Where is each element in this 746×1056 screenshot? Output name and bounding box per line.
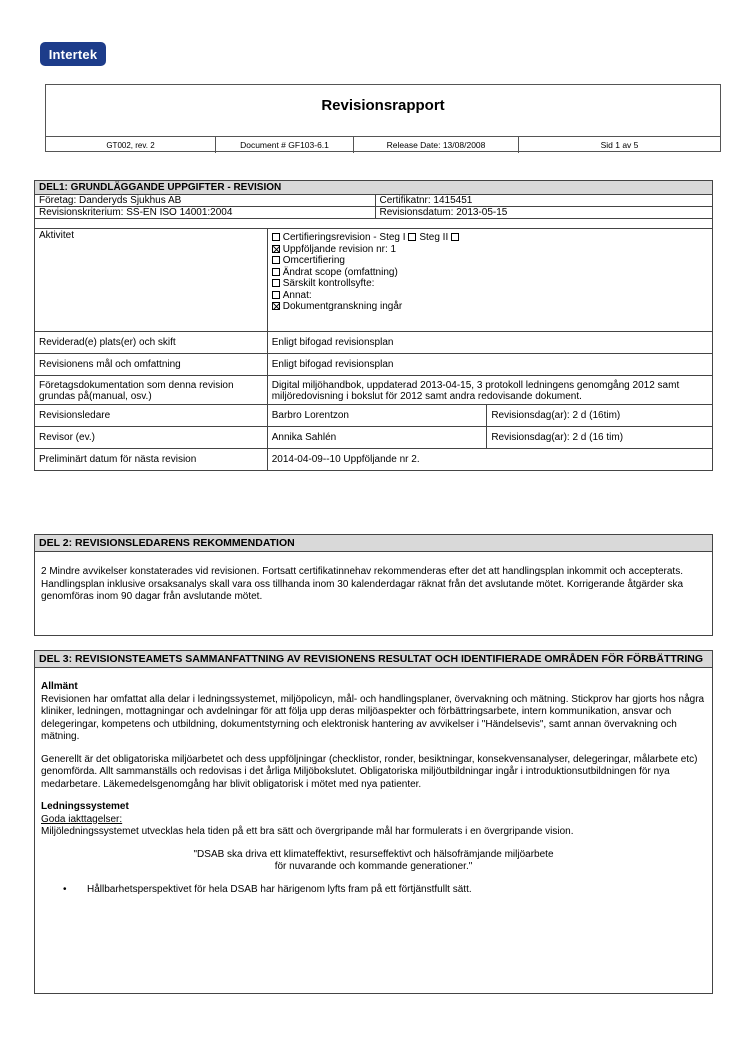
- good-observations-title: Goda iakttagelser:: [41, 813, 123, 825]
- activity-item[interactable]: Ändrat scope (omfattning): [272, 267, 708, 279]
- checkbox-checked[interactable]: [272, 245, 280, 253]
- page-title: Revisionsrapport: [321, 97, 445, 114]
- checkbox[interactable]: [272, 233, 280, 241]
- criteria-field: Revisionskriterium: SS-EN ISO 14001:2004: [35, 207, 376, 219]
- del2-heading: DEL 2: REVISIONSLEDARENS REKOMMENDATION: [35, 535, 712, 552]
- checkbox[interactable]: [272, 268, 280, 276]
- header-meta-row: [46, 136, 720, 153]
- report-header: [45, 84, 721, 152]
- row-label: Företagsdokumentation som denna revision grundas på(manual, osv.): [35, 376, 268, 405]
- leader-name: Barbro Lorentzon: [267, 405, 487, 427]
- del1-table: [34, 180, 713, 471]
- general-title: Allmänt: [41, 681, 78, 692]
- good-observations-text: Miljöledningssystemet utvecklas hela tiden på ett bra sätt och övergripande mål har formulerats i en övergripande vision.: [41, 826, 574, 837]
- document-number: Document # GF103-6.1: [216, 137, 354, 153]
- leader-days: Revisionsdag(ar): 2 d (16tim): [487, 405, 713, 427]
- activity-checklist: [267, 229, 712, 332]
- checkbox-checked[interactable]: [272, 302, 280, 310]
- company-field: Företag: Danderyds Sjukhus AB: [35, 195, 376, 207]
- row-value: Enligt bifogad revisionsplan: [267, 354, 712, 376]
- auditor-days: Revisionsdag(ar): 2 d (16 tim): [487, 427, 713, 449]
- del1-heading: DEL1: GRUNDLÄGGANDE UPPGIFTER - REVISION: [35, 181, 713, 195]
- general-paragraph: Revisionen har omfattat alla delar i ledningssystemet, miljöpolicyn, mål- och handlingsplaner, övervakning och mätning. Stickprov har gjorts hos några kliniker, ledningen, mottagningar och avdelningar för att följa upp deras miljöaspekter och förbättringsarbete, intern kommunikation, ansvar och delegeringar, kompetens och utbildning, dokumentstyrning och elektronisk hantering av avvikelser i "Händelsevis", samt annan övervakning och mätning.: [41, 693, 705, 742]
- row-label: Reviderad(e) plats(er) och skift: [35, 332, 268, 354]
- vision-quote: "DSAB ska driva ett klimateffektivt, resurseffektivt och hälsofrämjande miljöarbete för nuvarande och kommande generationer.": [193, 848, 554, 872]
- general-paragraph: Generellt är det obligatoriska miljöarbetet och dess uppföljningar (checklistor, ronder, besiktningar, konsekvensanalyser, delegeringar, målarbete etc) genomförda. Allt sammanställs och redovisas i det årliga Miljöbokslutet. Obligatoriska miljöutbildningar ingår i introduktionsutbildningen för nya medarbetare. Läkemedelsgenomgång har blivit obligatorisk i mötet med nya patienter.: [41, 753, 698, 790]
- intertek-logo: Intertek: [40, 42, 106, 66]
- row-label: Revisionens mål och omfattning: [35, 354, 268, 376]
- del3-heading: DEL 3: REVISIONSTEAMETS SAMMANFATTNING AV REVISIONENS RESULTAT OCH IDENTIFIERADE OMRÅDEN FÖR FÖRBÄTTRING: [35, 651, 712, 668]
- activity-item[interactable]: Certifieringsrevision - Steg I Steg II: [272, 232, 708, 244]
- del3-section: [34, 650, 713, 994]
- row-value: Digital miljöhandbok, uppdaterad 2013-04-15, 3 protokoll ledningens genomgång 2012 samt miljöredovisning i bokslut för 2012 samt andra redovisande dokument.: [267, 376, 712, 405]
- checkbox[interactable]: [272, 291, 280, 299]
- leader-label: Revisionsledare: [35, 405, 268, 427]
- bullet-item: • Hållbarhetsperspektivet för hela DSAB har härigenom lyfts fram på ett förtjänstfullt sätt.: [63, 883, 472, 895]
- checkbox[interactable]: [272, 279, 280, 287]
- auditor-name: Annika Sahlén: [267, 427, 487, 449]
- del2-text: 2 Mindre avvikelser konstaterades vid revisionen. Fortsatt certifikatinnehav rekommenderas efter det att handlingsplan inkommit och accepterats. Handlingsplan inklusive orsaksanalys skall vara oss tillhanda inom 30 kalenderdagar räknat från det avslutande mötet. Korrigerande åtgärder ska genomföras inom 90 dagar från avslutande mötet.: [41, 566, 684, 602]
- next-date-value: 2014-04-09--10 Uppföljande nr 2.: [267, 449, 712, 471]
- activity-label: Aktivitet: [35, 229, 268, 332]
- activity-item[interactable]: Dokumentgranskning ingår: [272, 301, 708, 313]
- management-title: Ledningssystemet: [41, 801, 129, 812]
- spacer-row: [35, 219, 713, 229]
- next-date-label: Preliminärt datum för nästa revision: [35, 449, 268, 471]
- activity-item[interactable]: Annat:: [272, 290, 708, 302]
- bullet-icon: •: [63, 883, 67, 895]
- activity-item[interactable]: Omcertifiering: [272, 255, 708, 267]
- checkbox[interactable]: [408, 233, 416, 241]
- auditor-label: Revisor (ev.): [35, 427, 268, 449]
- form-id: GT002, rev. 2: [46, 137, 216, 153]
- certificate-field: Certifikatnr: 1415451: [375, 195, 712, 207]
- checkbox[interactable]: [272, 256, 280, 264]
- date-field: Revisionsdatum: 2013-05-15: [375, 207, 712, 219]
- page-number: Sid 1 av 5: [600, 140, 639, 150]
- release-date: Release Date: 13/08/2008: [354, 137, 519, 153]
- row-value: Enligt bifogad revisionsplan: [267, 332, 712, 354]
- checkbox[interactable]: [451, 233, 459, 241]
- del2-section: [34, 534, 713, 636]
- activity-item[interactable]: Särskilt kontrollsyfte:: [272, 278, 708, 290]
- activity-item[interactable]: Uppföljande revision nr: 1: [272, 244, 708, 256]
